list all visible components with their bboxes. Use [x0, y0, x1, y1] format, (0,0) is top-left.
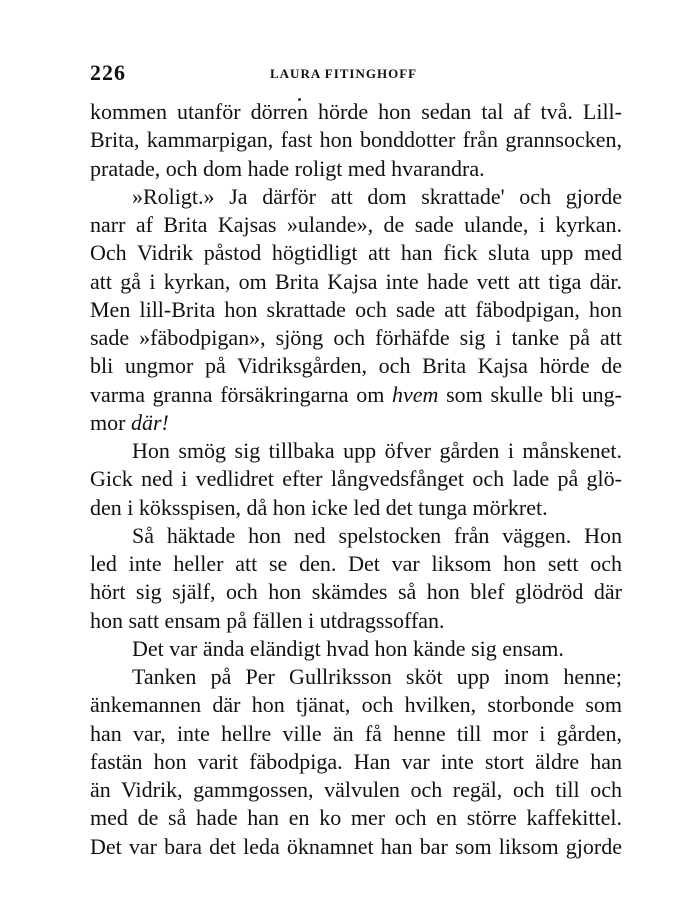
text-line: mor där!: [90, 409, 169, 435]
text-line: pratade, och dom hade roligt med hvarandra.: [90, 155, 485, 181]
text-line: Så häktade hon ned spelstocken från väggen. Hon: [132, 522, 622, 548]
text-line: »Roligt.» Ja därför att dom skrattade' och gjorde: [132, 183, 622, 209]
text-line: Brita, kammarpigan, fast hon bonddotter från grannsocken,: [90, 127, 622, 153]
text-line: narr af Brita Kajsas »ulande», de sade ulande, i kyrkan.: [90, 212, 622, 237]
paragraph: [90, 183, 622, 437]
running-title: LAURA FITINGHOFF: [270, 66, 418, 81]
text-line: Gick ned i vedlidret efter långvedsfånget och lade på glö-: [90, 466, 622, 492]
body-text: [90, 98, 622, 861]
page-header: [90, 60, 620, 88]
text-line: led inte heller att se den. Det var liksom hon sett och: [90, 551, 622, 576]
text-line: än Vidrik, gammgossen, välvulen och regäl, och till och: [90, 777, 622, 802]
text-line: hon satt ensam på fällen i utdragssoffan.: [90, 607, 445, 633]
text-line: bli ungmor på Vidriksgården, och Brita Kajsa hörde de: [90, 353, 622, 379]
paragraph: [90, 635, 622, 663]
text-line: Och Vidrik påstod högtidligt att han fick sluta upp med: [90, 240, 622, 266]
text-line: Det var ända eländigt hvad hon kände sig ensam.: [132, 635, 564, 661]
text-line: den i köksspisen, då hon icke led det tunga mörkret.: [90, 494, 548, 520]
text-line: att gå i kyrkan, om Brita Kajsa inte hade vett att tiga där.: [90, 268, 622, 294]
page-number: 226: [90, 60, 126, 85]
text-line: Hon smög sig tillbaka upp öfver gården i månskenet.: [132, 438, 622, 463]
text-line: Tanken på Per Gullriksson sköt upp inom henne;: [132, 664, 622, 689]
text-line: Men lill-Brita hon skrattade och sade att fäbodpigan, hon: [90, 296, 622, 322]
text-line: varma granna försäkringarna om hvem som skulle bli ung-: [90, 381, 622, 407]
text-line: kommen utanför dörren hörde hon sedan tal af två. Lill-: [90, 99, 622, 124]
paragraph: [90, 522, 622, 635]
paragraph: [90, 437, 622, 522]
text-line: fastän hon varit fäbodpiga. Han var inte stort äldre han: [90, 748, 622, 774]
text-line: med de så hade han en ko mer och en större kaffekittel.: [90, 805, 622, 831]
text-line: han var, inte hellre ville än få henne till mor i gården,: [90, 720, 622, 746]
text-line: Det var bara det leda öknamnet han bar som liksom gjorde: [90, 833, 622, 859]
paragraph: [90, 663, 622, 861]
text-line: hört sig själf, och hon skämdes så hon blef glödröd där: [90, 579, 622, 605]
paragraph: [90, 98, 622, 183]
text-line: sade »fäbodpigan», sjöng och förhäfde sig i tanke på att: [90, 325, 622, 350]
text-line: änkemannen där hon tjänat, och hvilken, storbonde som: [90, 692, 622, 718]
